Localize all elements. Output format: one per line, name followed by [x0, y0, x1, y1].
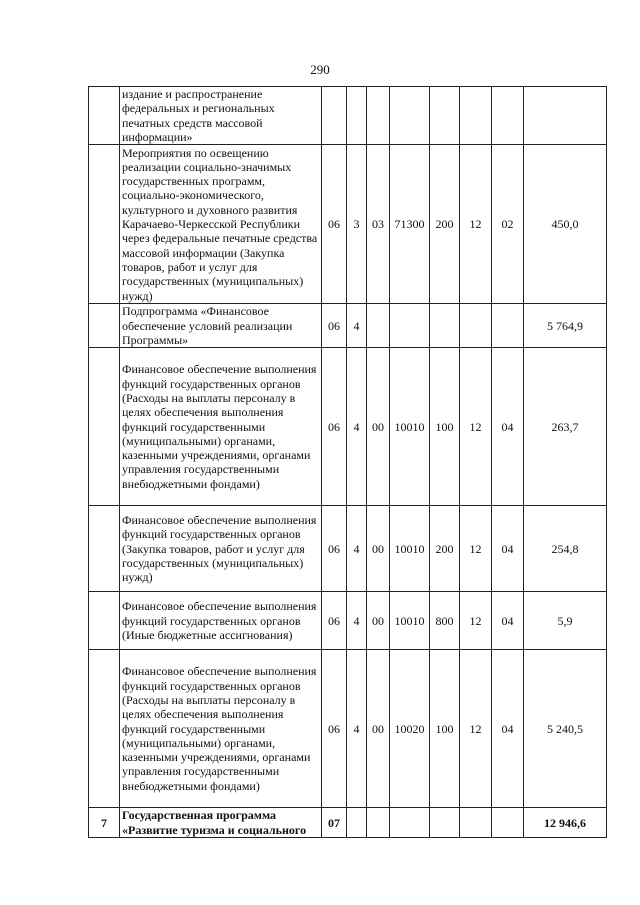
code-subsection [492, 87, 524, 145]
budget-table [88, 86, 607, 838]
code-expense-type [430, 304, 460, 348]
row-amount: 5 764,9 [524, 304, 607, 348]
row-number [89, 506, 120, 592]
code-subsection: 04 [492, 506, 524, 592]
code-expense-type: 800 [430, 592, 460, 650]
code-subsection: 02 [492, 145, 524, 304]
code-subprogram: 00 [367, 506, 390, 592]
code-direction: 10010 [390, 348, 430, 506]
code-program: 3 [347, 145, 367, 304]
code-expense-type: 200 [430, 506, 460, 592]
code-section [460, 87, 492, 145]
page-number: 290 [310, 62, 330, 77]
code-ministry: 06 [322, 304, 347, 348]
code-subprogram: 00 [367, 348, 390, 506]
row-description: Подпрограмма «Финансовое обеспечение условий реализации Программы» [120, 304, 322, 348]
code-program: 4 [347, 348, 367, 506]
row-number [89, 87, 120, 145]
code-program: 4 [347, 592, 367, 650]
code-program [347, 808, 367, 838]
code-program: 4 [347, 506, 367, 592]
code-section: 12 [460, 348, 492, 506]
code-subprogram: 03 [367, 145, 390, 304]
table-row [89, 87, 607, 145]
code-ministry: 07 [322, 808, 347, 838]
row-description: издание и распространение федеральных и региональных печатных средств массовой информации» [120, 87, 322, 145]
code-ministry: 06 [322, 650, 347, 808]
code-subprogram: 00 [367, 592, 390, 650]
code-subsection: 04 [492, 650, 524, 808]
code-ministry: 06 [322, 506, 347, 592]
row-number [89, 348, 120, 506]
code-section [460, 304, 492, 348]
code-section: 12 [460, 145, 492, 304]
code-section: 12 [460, 506, 492, 592]
code-expense-type [430, 808, 460, 838]
row-number: 7 [89, 808, 120, 838]
code-subsection: 04 [492, 348, 524, 506]
code-direction: 10010 [390, 506, 430, 592]
table-row [89, 592, 607, 650]
code-program: 4 [347, 650, 367, 808]
code-subsection [492, 304, 524, 348]
table-row [89, 304, 607, 348]
code-direction [390, 808, 430, 838]
row-description: Финансовое обеспечение выполнения функций государственных органов (Расходы на выплаты персоналу в целях обеспечения выполнения функций государственными (муниципальными) органами, казенными учреждениями, органами управления государственными внебюджетными фондами) [120, 650, 322, 808]
row-amount: 5,9 [524, 592, 607, 650]
code-section: 12 [460, 650, 492, 808]
code-ministry [322, 87, 347, 145]
table-row [89, 808, 607, 838]
code-direction: 10010 [390, 592, 430, 650]
row-description: Финансовое обеспечение выполнения функций государственных органов (Расходы на выплаты персоналу в целях обеспечения выполнения функций государственными (муниципальными) органами, казенными учреждениями, органами управления государственными внебюджетными фондами) [120, 348, 322, 506]
code-expense-type [430, 87, 460, 145]
code-direction: 71300 [390, 145, 430, 304]
code-direction [390, 87, 430, 145]
code-ministry: 06 [322, 592, 347, 650]
row-amount: 450,0 [524, 145, 607, 304]
code-subprogram [367, 87, 390, 145]
row-description: Мероприятия по освещению реализации социально-значимых государственных программ, социально-экономического, культурного и духовного развития Карачаево-Черкесской Республики через федеральные печатные средства массовой информации (Закупка товаров, работ и услуг для государственных (муниципальных) нужд) [120, 145, 322, 304]
table-row [89, 506, 607, 592]
code-direction: 10020 [390, 650, 430, 808]
row-amount: 254,8 [524, 506, 607, 592]
row-description: Государственная программа «Развитие туризма и социального [120, 808, 322, 838]
row-number [89, 592, 120, 650]
code-subsection [492, 808, 524, 838]
code-program: 4 [347, 304, 367, 348]
table-row [89, 348, 607, 506]
row-amount [524, 87, 607, 145]
row-description: Финансовое обеспечение выполнения функций государственных органов (Закупка товаров, работ и услуг для государственных (муниципальных) нужд) [120, 506, 322, 592]
code-expense-type: 200 [430, 145, 460, 304]
row-number [89, 304, 120, 348]
table-row [89, 145, 607, 304]
code-subsection: 04 [492, 592, 524, 650]
code-section: 12 [460, 592, 492, 650]
code-expense-type: 100 [430, 348, 460, 506]
code-ministry: 06 [322, 348, 347, 506]
code-subprogram [367, 808, 390, 838]
row-amount: 5 240,5 [524, 650, 607, 808]
code-section [460, 808, 492, 838]
code-program [347, 87, 367, 145]
table-row [89, 650, 607, 808]
code-ministry: 06 [322, 145, 347, 304]
code-direction [390, 304, 430, 348]
code-expense-type: 100 [430, 650, 460, 808]
row-description: Финансовое обеспечение выполнения функций государственных органов (Иные бюджетные ассигнования) [120, 592, 322, 650]
row-amount: 12 946,6 [524, 808, 607, 838]
row-number [89, 650, 120, 808]
code-subprogram [367, 304, 390, 348]
row-number [89, 145, 120, 304]
code-subprogram: 00 [367, 650, 390, 808]
row-amount: 263,7 [524, 348, 607, 506]
